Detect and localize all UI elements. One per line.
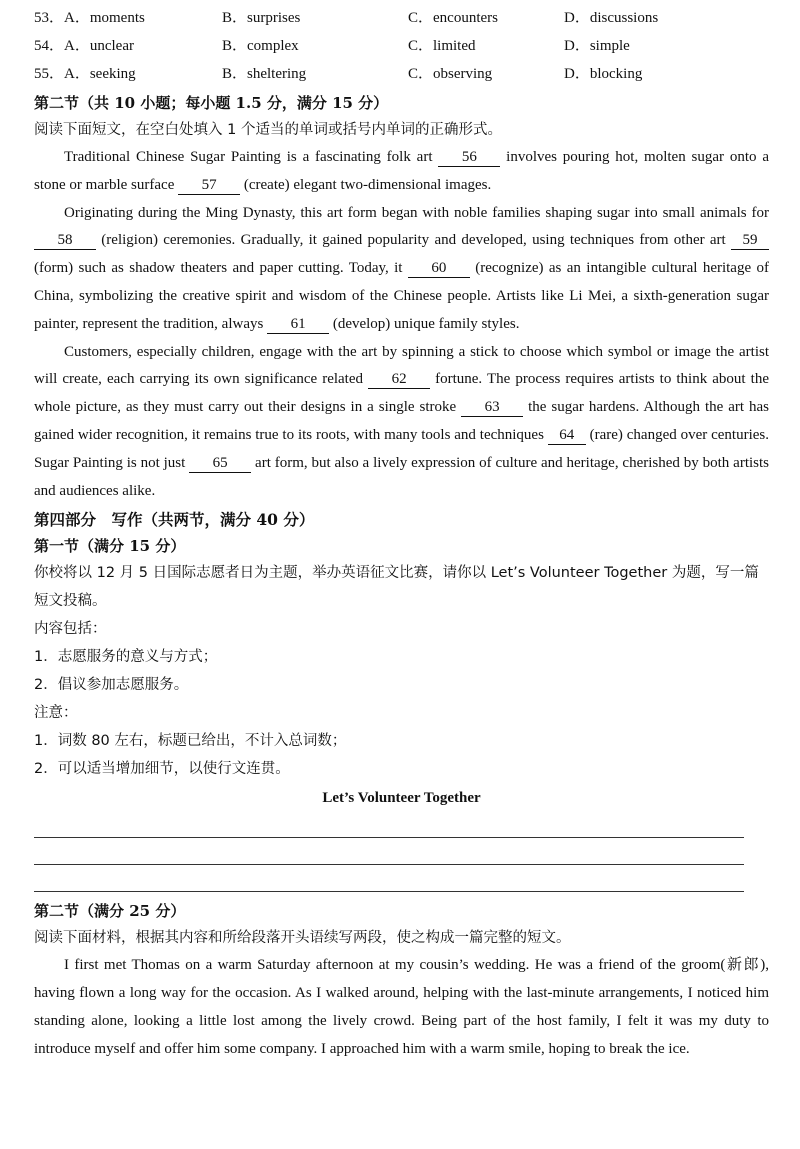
options-block [34,6,769,90]
option-c: C．encounters [408,10,498,26]
passage-text: (develop) unique family styles. [329,315,520,332]
blank-60: 60 [408,260,470,278]
blank-65: 65 [189,455,251,473]
notes-label: 注意： [34,705,78,722]
blank-62: 62 [368,371,430,389]
blank-57: 57 [178,177,240,195]
passage-text: (religion) ceremonies. Gradually, it gained popularity and developed, using techniques from other art [96,232,731,249]
passage-paragraph-3 [34,339,769,506]
grammar-heading: 第二节（共 10 小题；每小题 1.5 分，满分 15 分） [34,94,389,112]
grammar-instruction: 阅读下面短文，在空白处填入 1 个适当的单词或括号内单词的正确形式。 [34,122,502,138]
section-1-prompt: 你校将以 12 月 5 日国际志愿者日为主题，举办英语征文比赛，请你以 Let’s Volunteer Together 为题，写一篇短文投稿。 [34,565,759,610]
question-number: 55． [34,66,65,82]
writing-line[interactable] [34,811,744,838]
passage-text: Originating during the Ming Dynasty, this art form began with noble families shaping sugar into small animals for [64,204,769,221]
passage-text: (rare) changed over centuries. Sugar Painting is not just [34,426,769,471]
story-paragraph: I first met Thomas on a warm Saturday afternoon at my cousin’s wedding. He was a friend of the groom(新郎), having flown a long way for the occasion. As I walked around, helping with the last-minute arrangements, I noticed him standing alone, looking a little lost among the lively crowd. Being part of the host family, I felt it was my duty to introduce myself and offer him some company. I approached him with a warm smile, hoping to break the ice. [34,957,769,1057]
exam-page [34,6,769,1064]
blank-56: 56 [438,149,500,167]
blank-63: 63 [461,399,523,417]
blank-61: 61 [267,316,329,334]
content-label: 内容包括： [34,621,107,638]
writing-line[interactable] [34,865,744,892]
option-row-53 [34,6,769,34]
passage-text: fortune. The process requires artists to think about the whole picture, as they must carry out their designs in a single stroke [34,371,769,416]
passage-text: the sugar hardens. Although the art has gained wider recognition, it remains true to its roots, with many tools and techniques [34,399,769,443]
option-c: C．observing [408,66,493,82]
passage-paragraph-1 [34,144,769,200]
writing-part-heading: 第四部分 写作（共两节，满分 40 分） [34,510,315,530]
option-d: D．discussions [564,10,659,26]
blank-58: 58 [34,232,96,250]
blank-59: 59 [731,232,769,250]
notes-item: 1．词数 80 左右，标题已给出，不计入总词数； [34,733,347,750]
passage-text: (form) such as shadow theaters and paper cutting. Today, it [34,260,408,277]
blank-64: 64 [548,427,586,445]
question-number: 53． [34,10,65,26]
question-number: 54． [34,38,65,54]
option-b: B．sheltering [222,66,307,82]
option-c: C．limited [408,38,476,54]
writing-line[interactable] [34,838,744,865]
option-a: A．moments [64,10,145,26]
content-item: 1．志愿服务的意义与方式； [34,649,218,666]
option-a: A．unclear [64,38,134,54]
option-b: B．complex [222,38,299,54]
option-a: A．seeking [64,66,136,82]
passage-text: (create) elegant two-dimensional images. [240,176,492,193]
section-1-heading: 第一节（满分 15 分） [34,537,186,556]
option-row-54 [34,34,769,62]
content-item: 2．倡议参加志愿服务。 [34,677,189,694]
passage-paragraph-2 [34,200,769,339]
passage-text: Traditional Chinese Sugar Painting is a fascinating folk art [64,149,439,165]
passage-text: (recognize) as an intangible cultural heritage of China, symbolizing the creative spirit and wisdom of the Chinese people. Artists like Li Mei, a sixth-generation sugar painter, represent the tradition, always [34,260,769,332]
notes-item: 2．可以适当增加细节，以使行文连贯。 [34,761,290,778]
essay-title: Let’s Volunteer Together [322,790,481,807]
option-d: D．blocking [564,66,643,82]
option-b: B．surprises [222,10,301,26]
passage-text: involves pouring hot, molten sugar onto a stone or marble surface [34,149,769,193]
passage-text: Customers, especially children, engage with the art by spinning a stick to choose which symbol or image the artist will create, each carrying its own significance related [34,343,769,388]
option-d: D．simple [564,38,630,54]
section-2-prompt: 阅读下面材料，根据其内容和所给段落开头语续写两段，使之构成一篇完整的短文。 [34,930,571,947]
section-2-heading: 第二节（满分 25 分） [34,902,186,921]
passage-text: art form, but also a lively expression of culture and heritage, cherished by both artists and audiences alike. [34,454,769,499]
option-row-55 [34,62,769,90]
